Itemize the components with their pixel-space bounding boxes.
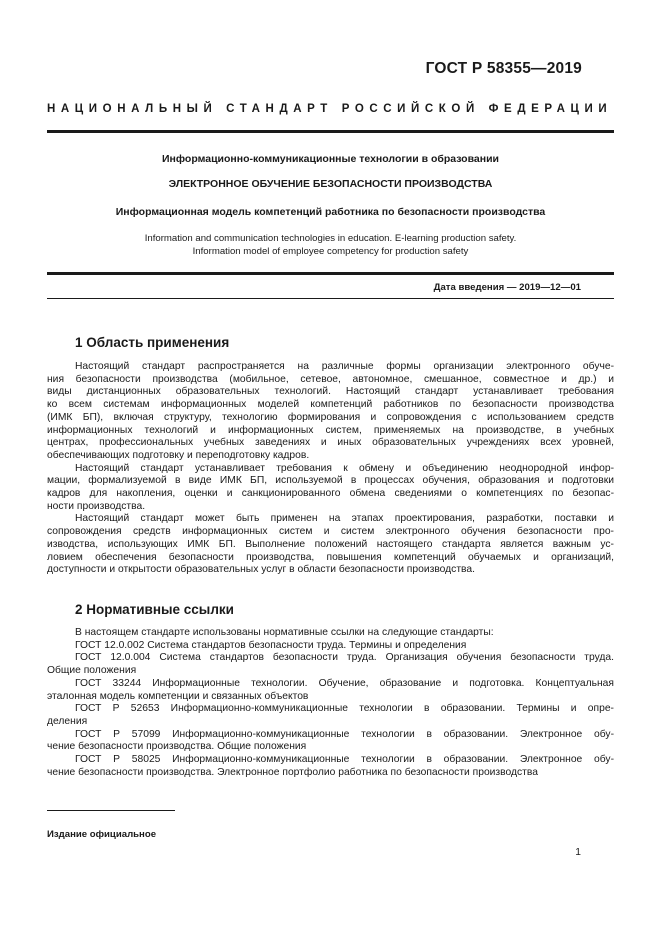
section2-heading: 2 Нормативные ссылки	[75, 602, 234, 617]
paragraph-line: ния безопасности производства (мобильное, сетевое, автономное, смешанное, совместное и др.) и	[47, 373, 614, 385]
paragraph-line: ловием обеспечения безопасности производства, повышения компетенций обучаемых и организаций,	[47, 551, 614, 563]
section2-intro: В настоящем стандарте использованы нормативные ссылки на следующие стандарты:	[75, 627, 494, 638]
paragraph-line: доступности и открытости образовательных услуг в области безопасности производства.	[47, 564, 475, 576]
date-rule	[47, 298, 614, 299]
top-thick-rule	[47, 130, 614, 133]
reference-item	[47, 754, 614, 779]
paragraph-line: Настоящий стандарт устанавливает требования к обмену и объединению неоднородной инфор-	[75, 462, 614, 474]
paragraph-line: (ИМК БП), включая структуру, технологию формирования и сопровождения с использованием средств	[47, 411, 614, 423]
title-main: ЭЛЕКТРОННОЕ ОБУЧЕНИЕ БЕЗОПАСНОСТИ ПРОИЗВОДСТВА	[168, 178, 493, 190]
title-sub: Информационная модель компетенций работника по безопасности производства	[115, 206, 546, 218]
paragraph-line: изводства, использующих ИМК БП. Выполнение положений настоящего стандарта является важным ус-	[47, 538, 614, 550]
paragraph-line: ГОСТ 12.0.004 Система стандартов безопасности труда. Организация обучения безопасности труда.	[75, 652, 614, 664]
paragraph-line: чение безопасности производства. Общие положения	[47, 741, 307, 753]
section1-heading: 1 Область применения	[75, 335, 230, 350]
page-number: 1	[575, 847, 581, 858]
paragraph-line: виды дистанционных образовательных технологий. Настоящий стандарт устанавливает требования	[47, 386, 614, 398]
reference-item	[47, 703, 614, 728]
paragraph-line: ности производства.	[47, 500, 146, 512]
section2-body	[47, 627, 614, 779]
paragraph-line: ко всем системам информационных моделей компетенций работников по безопасности производства	[47, 399, 614, 411]
section1-paragraph-2	[47, 463, 614, 514]
paragraph-line: мации, формализуемой в виде ИМК БП, используемой в процессах обучения, образования и подготовки	[47, 475, 614, 487]
paragraph-line: чение безопасности производства. Электронное портфолио работника по безопасности производства	[47, 766, 538, 778]
intro-date: Дата введения — 2019—12—01	[433, 282, 581, 293]
reference-item	[47, 640, 614, 653]
reference-item	[47, 729, 614, 754]
reference-item	[47, 678, 614, 703]
title-group: Информационно-коммуникационные технологии в образовании	[161, 153, 500, 165]
footer-rule	[47, 810, 175, 811]
title-bottom-rule	[47, 272, 614, 275]
paragraph-line: Настоящий стандарт может быть применен на этапах проектирования, разработки, поставки и	[75, 513, 614, 525]
gost-number: ГОСТ Р 58355—2019	[425, 60, 582, 77]
english-title-line2: Information model of employee competency for production safety	[192, 245, 469, 257]
paragraph-line: сопровождения средств информационных систем и систем электронного обучения безопасности про-	[47, 526, 614, 538]
english-title-line1: Information and communication technologies in education. E-learning production safety.	[144, 233, 517, 244]
section1-paragraph-1	[47, 361, 614, 463]
paragraph-line: ГОСТ Р 58025 Информационно-коммуникационные технологии в образовании. Электронное обу-	[75, 754, 614, 766]
paragraph-line: Общие положения	[47, 665, 137, 677]
paragraph-line: Настоящий стандарт распространяется на различные формы организации электронного обуче-	[75, 361, 614, 372]
section1-paragraph-3	[47, 513, 614, 577]
paragraph-line: ГОСТ Р 52653 Информационно-коммуникационные технологии в образовании. Термины и опре-	[75, 703, 614, 715]
paragraph-line: информационных технологий и информационных систем, применяемых на производстве, в учебных	[47, 424, 614, 436]
official-edition: Издание официальное	[47, 829, 157, 840]
national-standard-heading: НАЦИОНАЛЬНЫЙ СТАНДАРТ РОССИЙСКОЙ ФЕДЕРАЦИИ	[47, 103, 613, 115]
section1-body	[47, 361, 614, 577]
paragraph-line: ГОСТ 12.0.002 Система стандартов безопасности труда. Термины и определения	[75, 639, 467, 651]
english-title	[47, 233, 614, 258]
paragraph-line: кадров для накопления, оценки и санкционированного обмена сведениями о компетенциях по безопас-	[47, 488, 614, 500]
paragraph-line: центрах, профессиональных учебных заведениях и иных образовательных учреждениях всех уровней,	[47, 437, 614, 449]
paragraph-line: деления	[47, 715, 88, 727]
paragraph-line: ГОСТ Р 57099 Информационно-коммуникационные технологии в образовании. Электронное обу-	[75, 728, 614, 740]
paragraph-line: эталонная модель компетенции и связанных объектов	[47, 690, 309, 702]
reference-item	[47, 652, 614, 677]
paragraph-line: обеспечивающих подготовку и переподготовку кадров.	[47, 449, 310, 461]
paragraph-line: ГОСТ 33244 Информационные технологии. Обучение, образование и подготовка. Концептуальная	[75, 677, 614, 689]
